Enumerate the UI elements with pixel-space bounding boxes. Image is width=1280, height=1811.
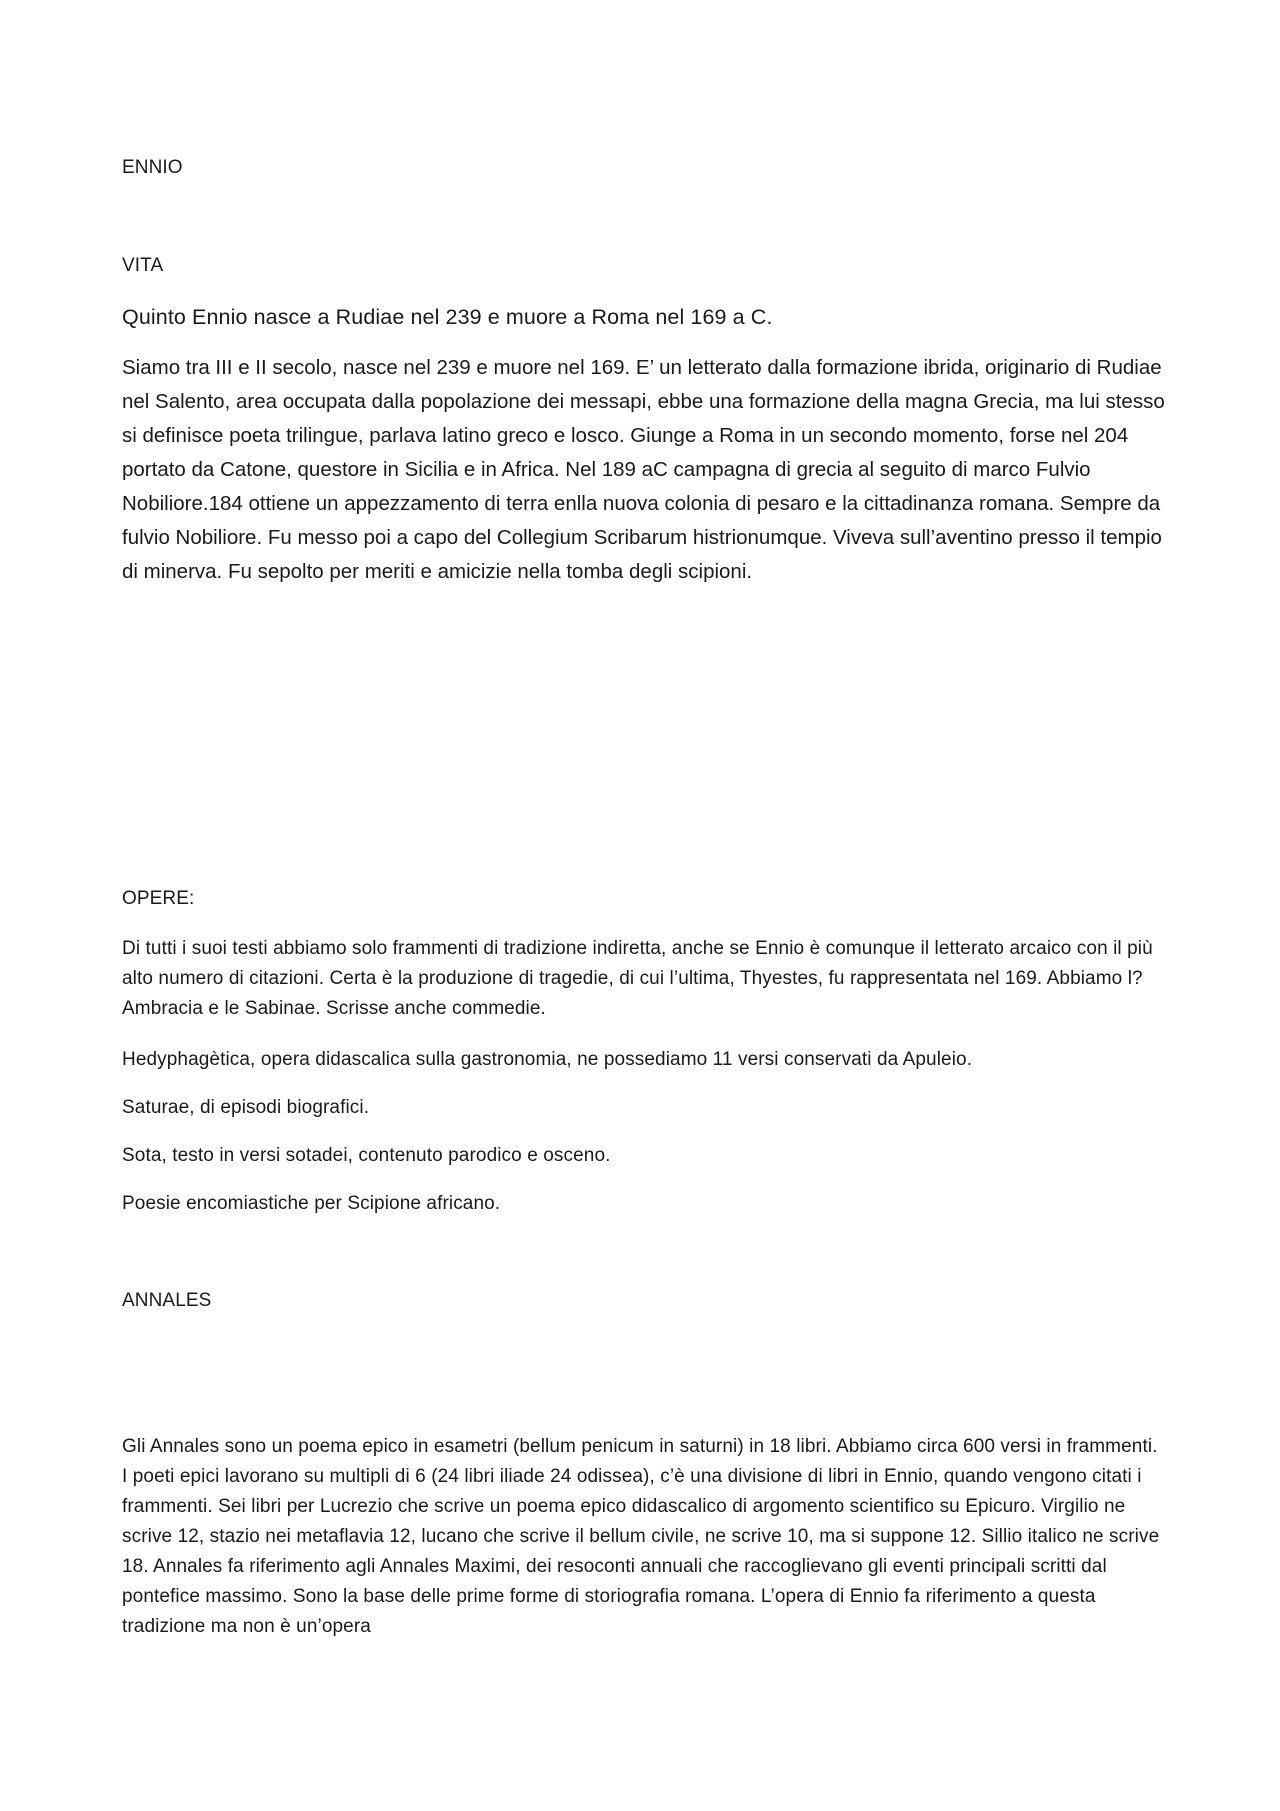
opere-heading: OPERE: — [122, 888, 195, 909]
vita-heading: VITA — [122, 255, 164, 276]
document-title: ENNIO — [122, 157, 183, 178]
opere-sota: Sota, testo in versi sotadei, contenuto parodico e osceno. — [122, 1145, 611, 1166]
annales-heading: ANNALES — [122, 1290, 212, 1311]
vita-summary: Quinto Ennio nasce a Rudiae nel 239 e muore a Roma nel 169 a C. — [122, 305, 773, 329]
opere-poesie: Poesie encomiastiche per Scipione africano. — [122, 1193, 501, 1214]
annales-paragraph: Gli Annales sono un poema epico in esametri (bellum penicum in saturni) in 18 libri. Abbiamo circa 600 versi in frammenti. I poeti epici lavorano su multipli di 6 (24 libri iliade 24 odissea), c’è una divisione di libri in Ennio, quando vengono citati i frammenti. Sei libri per Lucrezio che scrive un poema epico didascalico di argomento scientifico su Epicuro. Virgilio ne scrive 12, stazio nei metaflavia 12, lucano che scrive il bellum civile, ne scrive 10, ma si suppone 12. Sillio italico ne scrive 18. Annales fa riferimento agli Annales Maximi, dei resoconti annuali che raccoglievano gli eventi principali scritti dal pontefice massimo. Sono la base delle prime forme di storiografia romana. L’opera di Ennio fa riferimento a questa tradizione ma non è un’opera — [122, 1436, 1160, 1637]
opere-hedyphagetica: Hedyphagètica, opera didascalica sulla gastronomia, ne possediamo 11 versi conservati da Apuleio. — [122, 1049, 973, 1070]
opere-intro: Di tutti i suoi testi abbiamo solo frammenti di tradizione indiretta, anche se Ennio è comunque il letterato arcaico con il più alto numero di citazioni. Certa è la produzione di tragedie, di cui l’ultima, Thyestes, fu rappresentata nel 169. Abbiamo l?Ambracia e le Sabinae. Scrisse anche commedie. — [122, 938, 1153, 1019]
vita-paragraph: Siamo tra III e II secolo, nasce nel 239 e muore nel 169. E’ un letterato dalla formazione ibrida, originario di Rudiae nel Salento, area occupata dalla popolazione dei messapi, ebbe una formazione della magna Grecia, ma lui stesso si definisce poeta trilingue, parlava latino greco e losco. Giunge a Roma in un secondo momento, forse nel 204 portato da Catone, questore in Sicilia e in Africa. Nel 189 aC campagna di grecia al seguito di marco Fulvio Nobiliore.184 ottiene un appezzamento di terra enlla nuova colonia di pesaro e la cittadinanza romana. Sempre da fulvio Nobiliore. Fu messo poi a capo del Collegium Scribarum histrionumque. Viveva sull’aventino presso il tempio di minerva. Fu sepolto per meriti e amicizie nella tomba degli scipioni. — [122, 356, 1165, 583]
opere-saturae: Saturae, di episodi biografici. — [122, 1097, 370, 1118]
